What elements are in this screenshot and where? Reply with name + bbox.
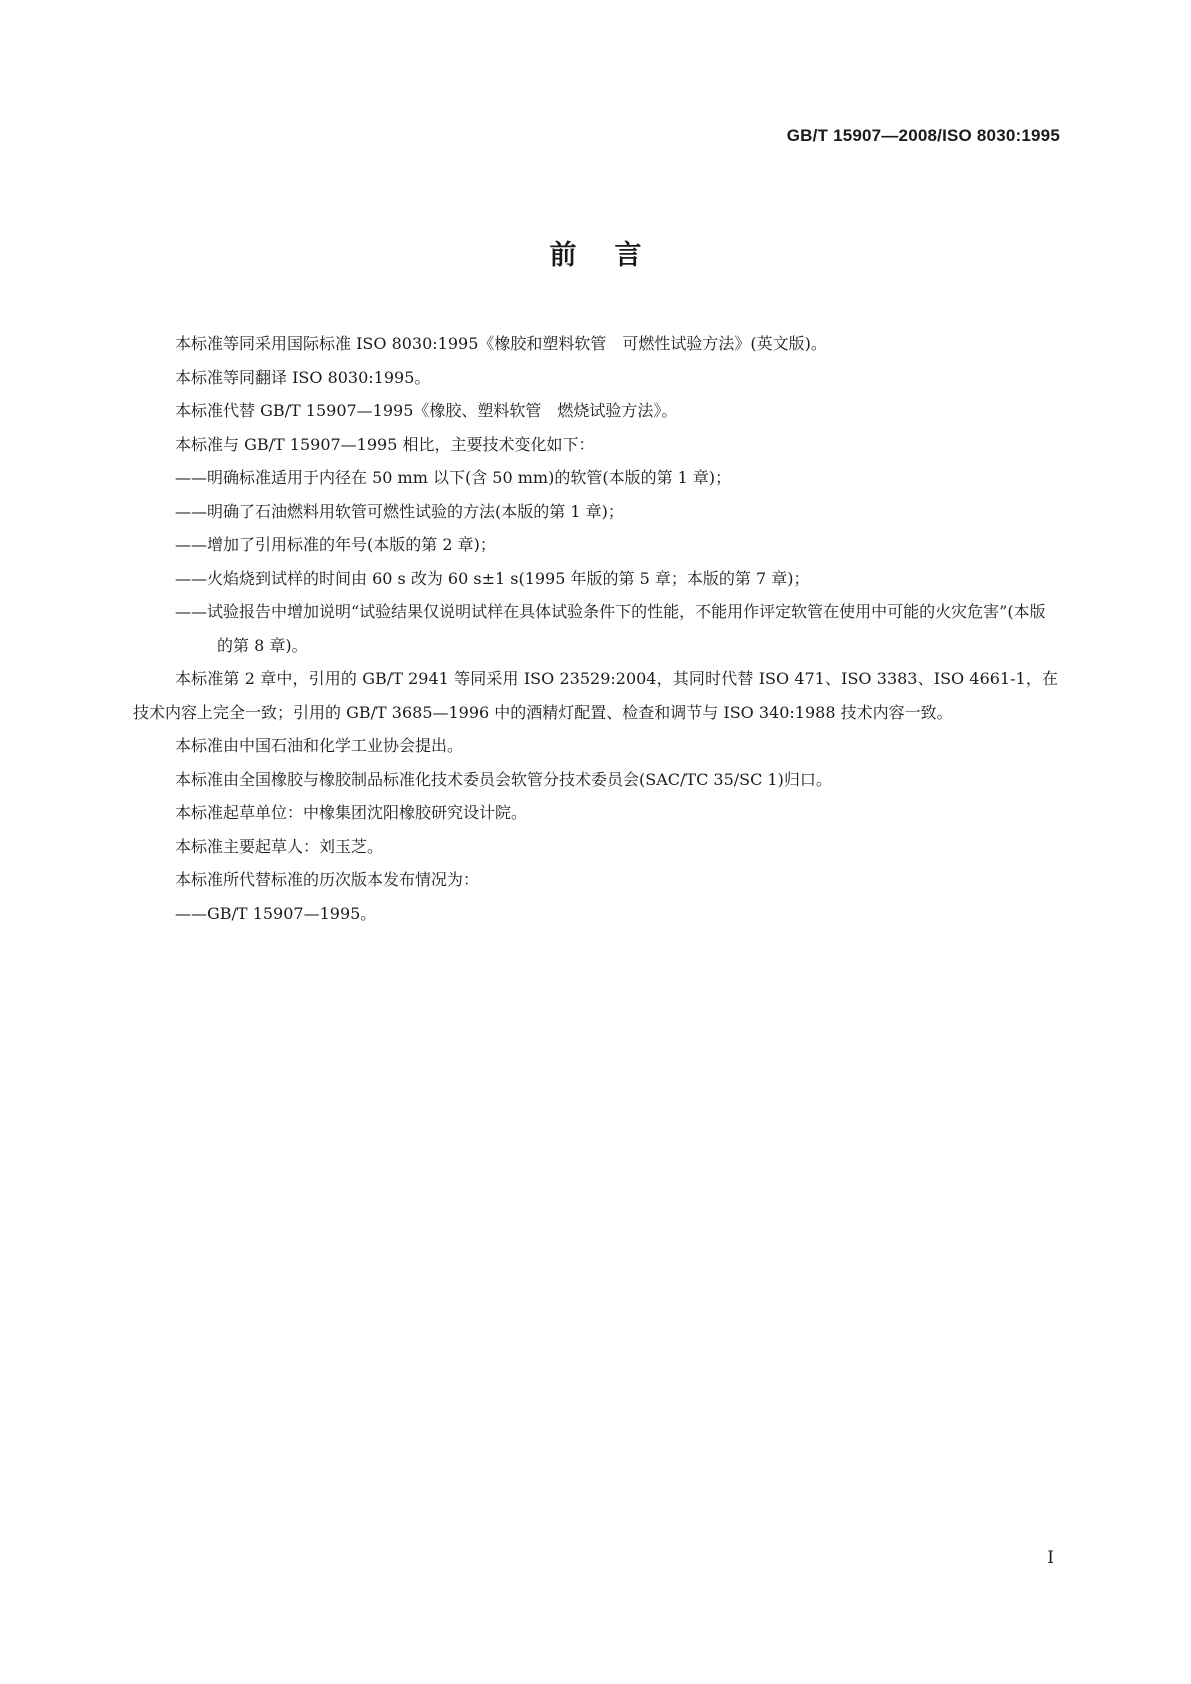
paragraph: 本标准等同翻译 ISO 8030:1995。	[175, 367, 431, 387]
paragraph: 本标准起草单位：中橡集团沈阳橡胶研究设计院。	[175, 803, 528, 822]
history-item: ——GB/T 15907—1995。	[175, 903, 377, 923]
paragraph: 本标准由全国橡胶与橡胶制品标准化技术委员会软管分技术委员会(SAC/TC 35/SC 1)归口。	[175, 769, 832, 789]
paragraph: 本标准所代替标准的历次版本发布情况为：	[175, 870, 480, 889]
change-item: ——增加了引用标准的年号(本版的第 2 章)；	[175, 535, 496, 554]
standard-code-header: GB/T 15907—2008/ISO 8030:1995	[786, 126, 1060, 145]
paragraph: 本标准第 2 章中，引用的 GB/T 2941 等同采用 ISO 23529:2004，其同时代替 ISO 471、ISO 3383、ISO 4661-1，在技术内容上完全一致；引用的 GB/T 3685—1996 中的酒精灯配置、检查和调节与 ISO 340:1988 技术内容一致。	[133, 669, 1058, 722]
paragraph: 本标准主要起草人：刘玉芝。	[175, 836, 384, 856]
paragraph: 本标准等同采用国际标准 ISO 8030:1995《橡胶和塑料软管 可燃性试验方法》(英文版)。	[175, 334, 827, 353]
change-item: ——明确了石油燃料用软管可燃性试验的方法(本版的第 1 章)；	[175, 501, 624, 521]
paragraph: 本标准代替 GB/T 15907—1995《橡胶、塑料软管 燃烧试验方法》。	[175, 401, 678, 420]
change-item: ——试验报告中增加说明“试验结果仅说明试样在具体试验条件下的性能，不能用作评定软管在使用中可能的火灾危害”(本版的第 8 章)。	[175, 602, 1046, 655]
change-item: ——火焰烧到试样的时间由 60 s 改为 60 s±1 s(1995 年版的第 5 章；本版的第 7 章)；	[175, 568, 810, 588]
paragraph: 本标准由中国石油和化学工业协会提出。	[175, 736, 464, 755]
paragraph: 本标准与 GB/T 15907—1995 相比，主要技术变化如下：	[175, 434, 595, 454]
page-number: I	[1047, 1548, 1054, 1568]
change-item: ——明确标准适用于内径在 50 mm 以下(含 50 mm)的软管(本版的第 1 章)；	[175, 468, 732, 487]
document-body	[133, 327, 1058, 930]
page-title: 前言	[549, 240, 680, 271]
